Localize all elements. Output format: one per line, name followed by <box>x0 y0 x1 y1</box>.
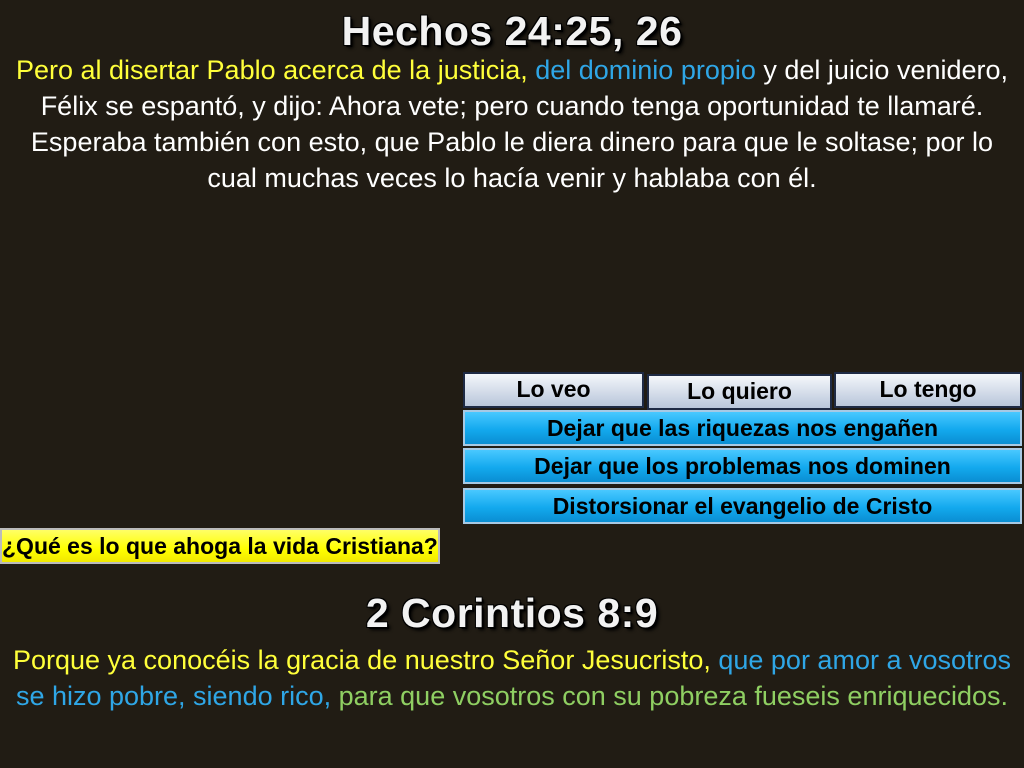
title-corintios: 2 Corintios 8:9 <box>365 590 659 636</box>
passage-corintios-part-3: para que vosotros con su pobreza fueseis enriquecidos. <box>338 681 1009 711</box>
problemas-button[interactable]: Dejar que los problemas nos dominen <box>463 448 1022 484</box>
lo-tengo-button[interactable]: Lo tengo <box>834 372 1022 408</box>
evangelio-button[interactable]: Distorsionar el evangelio de Cristo <box>463 488 1022 524</box>
passage-hechos-part-2: del dominio propio <box>535 55 756 85</box>
lo-veo-button[interactable]: Lo veo <box>463 372 644 408</box>
title-hechos: Hechos 24:25, 26 <box>341 8 683 54</box>
passage-corintios-part-2: que por amor a vosotros se hizo pobre, siendo rico, <box>15 645 1012 711</box>
passage-hechos <box>8 52 1016 196</box>
passage-corintios <box>8 642 1016 714</box>
passage-hechos-part-3: y del juicio venidero, Félix se espantó, y dijo: Ahora vete; pero cuando tenga oportunidad te llamaré. Esperaba también con esto, que Pablo le diera dinero para que le soltase; por lo cual muchas veces lo hacía venir y hablaba con él. <box>30 55 1009 193</box>
lo-quiero-button[interactable]: Lo quiero <box>647 374 832 410</box>
passage-corintios-part-1: Porque ya conocéis la gracia de nuestro Señor Jesucristo, <box>12 645 719 675</box>
question-button[interactable]: ¿Qué es lo que ahoga la vida Cristiana? <box>0 528 440 564</box>
passage-hechos-part-1: Pero al disertar Pablo acerca de la justicia, <box>15 55 536 85</box>
riquezas-button[interactable]: Dejar que las riquezas nos engañen <box>463 410 1022 446</box>
